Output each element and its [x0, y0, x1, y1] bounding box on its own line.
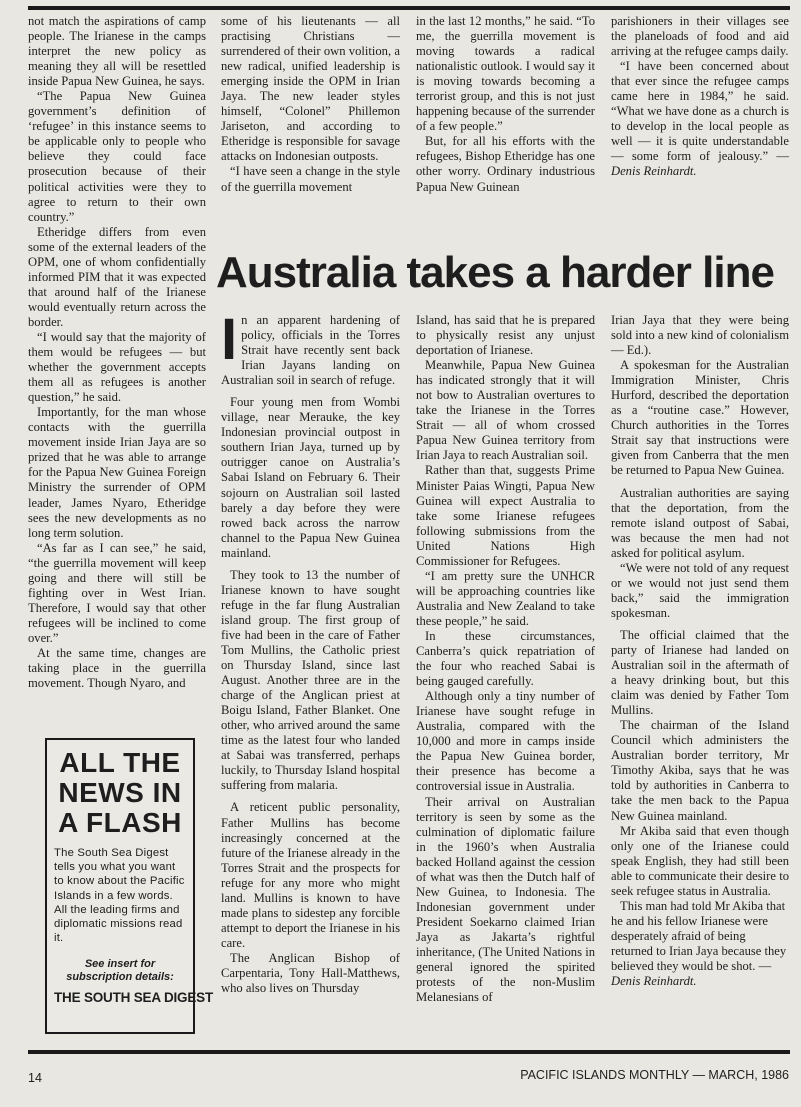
paragraph: Mr Akiba said that even though only one of the Irianese could speak English, they had still been able to communicate their desire to seek refugee status in Australia. [611, 823, 789, 898]
paragraph: in the last 12 months,” he said. “To me, the guerrilla movement is moving towards a radical nationalistic outlook. I would say it is moving towards becoming a terrorist group, and this is not just happening because of the surrender of a few people.” [416, 14, 595, 134]
paragraph: Meanwhile, Papua New Guinea has indicated strongly that it will not bow to Australian overtures to take the Irianese in the Torres Strait — all of whom crossed Papua New Guinea territory from Irian Jaya to reach Australian soil. [416, 358, 595, 463]
paragraph: In these circumstances, Canberra’s quick repatriation of the four who reached Sabai is being gauged carefully. [416, 628, 595, 689]
paragraph: parishioners in their villages see the planeloads of food and aid arriving at the refugee camps daily. [611, 14, 789, 59]
paragraph: “I would say that the majority of them would be refugees — but whether the government accepts them all as refugees is another question,” he said. [28, 329, 206, 405]
article-column-2 [416, 313, 595, 1005]
ad-body: The South Sea Digest tells you what you want to know about the Pacific Islands in a few words. All the leading firms and diplomatic missions read it. [54, 847, 185, 945]
continued-column-2 [221, 14, 400, 195]
paragraph: The Anglican Bishop of Carpentaria, Tony Hall-Matthews, who also lives on Thursday [221, 950, 400, 996]
paragraph: Island, has said that he is prepared to physically resist any unjust deportation of Irianese. [416, 313, 595, 358]
paragraph: Irian Jaya that they were being sold into a new kind of colonialism — Ed.). [611, 313, 789, 358]
article-column-3 [611, 313, 789, 989]
page-number: 14 [28, 1071, 42, 1085]
top-rule [28, 6, 790, 10]
paragraph: A spokesman for the Australian Immigration Minister, Chris Hurford, described the deportation as a “routine case.” However, Church authorities in the Torres Strait say that instructions were given from Canberra that the men be returned to Papua New Guinea. [611, 358, 789, 478]
paragraph: But, for all his efforts with the refugees, Bishop Etheridge has one other worry. Ordinary industrious Papua New Guinean [416, 134, 595, 194]
paragraph: Etheridge differs from even some of the external leaders of the OPM, one of whom confidentially informed PIM that it was expected that around half of the Irianese would eventually return across the border. [28, 224, 206, 329]
paragraph: “The Papua New Guinea government’s definition of ‘refugee’ in this instance seems to be applicable only to people who believe they could face prosecution because of their political activities were they to agree to return to their own country.” [28, 89, 206, 224]
paragraph [611, 899, 789, 989]
paragraph: Importantly, for the man whose contacts with the guerrilla movement inside Irian Jaya are so prized that he was able to arrange for the Papua New Guinea Foreign Ministry the surrender of OPM leader, James Nyaro, Etheridge sees the new developments as no long term solution. [28, 405, 206, 540]
drop-cap: I [221, 307, 238, 372]
paragraph: The official claimed that the party of Irianese had landed on Australian soil in the aftermath of a heavy drinking bout, but this claim was denied by Father Tom Mullins. [611, 627, 789, 718]
lead-paragraph [221, 307, 400, 388]
paragraph: “I am pretty sure the UNHCR will be approaching countries like Australia and New Zealand to take these people,” he said. [416, 568, 595, 628]
paragraph: “As far as I can see,” he said, “the guerrilla movement will keep going and there will still be fighting over in West Irian. Therefore, I would say that other refugees will be inclined to come over.” [28, 540, 206, 645]
paragraph: Their arrival on Australian territory is seen by some as the culmination of diplomatic failure in the 1960’s when Australia backed Holland against the cession of what was then the Dutch half of New Guinea, to Indonesia. The Indonesian government under President Soekarno claimed Irian Jaya as Jakarta’s rightful inheritance, (The United Nations in general ignored the spirited protests of the non-Muslim Melanesians of [416, 794, 595, 1005]
paragraph: “We were not told of any request or we would not just send them back,” said the immigration spokesman. [611, 560, 789, 620]
bottom-rule [28, 1050, 790, 1054]
paragraph [611, 59, 789, 179]
south-sea-digest-ad [45, 738, 214, 1034]
paragraph: Australian authorities are saying that the deportation, from the remote island outpost of Sabai, was because the men had not asked for political asylum. [611, 485, 789, 560]
paragraph: A reticent public personality, Father Mullins has become increasingly concerned at the future of the Irianese already in the Torres Strait and the prospects for refuge for any more who might land. Mullins is known to have made plans to sidestep any forcible attempt to deport the Irianese in his care. [221, 800, 400, 950]
running-footer: PACIFIC ISLANDS MONTHLY — MARCH, 1986 [520, 1068, 789, 1082]
paragraph: not match the aspirations of camp people. The Irianese in the camps interpret the new policy as meaning they all will be resettled inside Papua New Guinea, he says. [28, 14, 206, 89]
ad-subscription-note: See insert for subscription details: [66, 958, 174, 984]
paragraph-text: n an apparent hardening of policy, officials in the Torres Strait have recently sent back Irian Jayans landing on Australian soil in search of refuge. [221, 313, 400, 388]
paragraph: The chairman of the Island Council which administers the Australian border territory, Mr Timothy Akiba, says that he was told by authorities in Canberra to take the men back to the Papua New Guinea mainland. [611, 718, 789, 823]
continued-column-4 [611, 14, 789, 180]
paragraph: “I have seen a change in the style of the guerrilla movement [221, 164, 400, 194]
paragraph: Although only a tiny number of Irianese have sought refuge in Australia, compared with the 10,000 and more in camps inside the Papua New Guinea border, their presence has become a controversial issue in Australia. [416, 689, 595, 794]
paragraph: At the same time, changes are taking place in the guerrilla movement. Though Nyaro, and [28, 645, 206, 691]
paragraph: Rather than that, suggests Prime Minister Paias Wingti, Papua New Guinea will expect Australia to take some Irianese refugees following submissions from the United Nations High Commissioner for Refugees. [416, 463, 595, 568]
paragraph: They took to 13 the number of Irianese known to have sought refuge in the far flung Australian island group. The first group of five had been in the care of Father Tom Mullins, the Catholic priest on Thursday Island, since last August. Another three are in the charge of the Anglican priest at Boigu Island, Father Blanket. One other, who arrived around the same time as the latest four who landed at Sabai was transferred, perhaps luckily, to Thursday Island hospital suffering from malaria. [221, 567, 400, 793]
article-headline: Australia takes a harder line [216, 248, 774, 297]
paragraph: some of his lieutenants — all practising Christians — surrendered of their own volition, a new radical, unified leadership is emerging inside the OPM in Irian Jaya. The new leader styles himself, “Colonel” Phillemon Jariseton, and according to Etheridge is responsible for savage attacks on Indonesian outposts. [221, 14, 400, 164]
continued-column-1 [28, 14, 206, 691]
paragraph-text: This man had told Mr Akiba that he and his fellow Irianese were desperately afraid of being returned to Irian Jaya because they believed they would be shot. — [611, 898, 787, 973]
ad-brand-name: THE SOUTH SEA DIGEST [54, 990, 214, 1006]
byline: Denis Reinhardt. [611, 974, 697, 989]
paragraph-text: “I have been concerned about that ever since the refugee camps came here in 1984,” he said. “What we have done as a church is to develop in the local people as well — it is quite understandable — some form of jealousy.” — [611, 59, 789, 164]
byline: Denis Reinhardt. [611, 164, 697, 179]
continued-column-3 [416, 14, 595, 195]
paragraph: Four young men from Wombi village, near Merauke, the key Indonesian provincial outpost in southern Irian Jaya, turned up by outrigger canoe on Australia’s Sabai Island on February 6. Their sojourn on Australian soil lasted barely a day before they were rowed back across the narrow channel to the Papua New Guinea mainland. [221, 395, 400, 560]
article-column-1 [221, 307, 400, 996]
ad-headline: ALL THE NEWS IN A FLASH [58, 747, 182, 838]
